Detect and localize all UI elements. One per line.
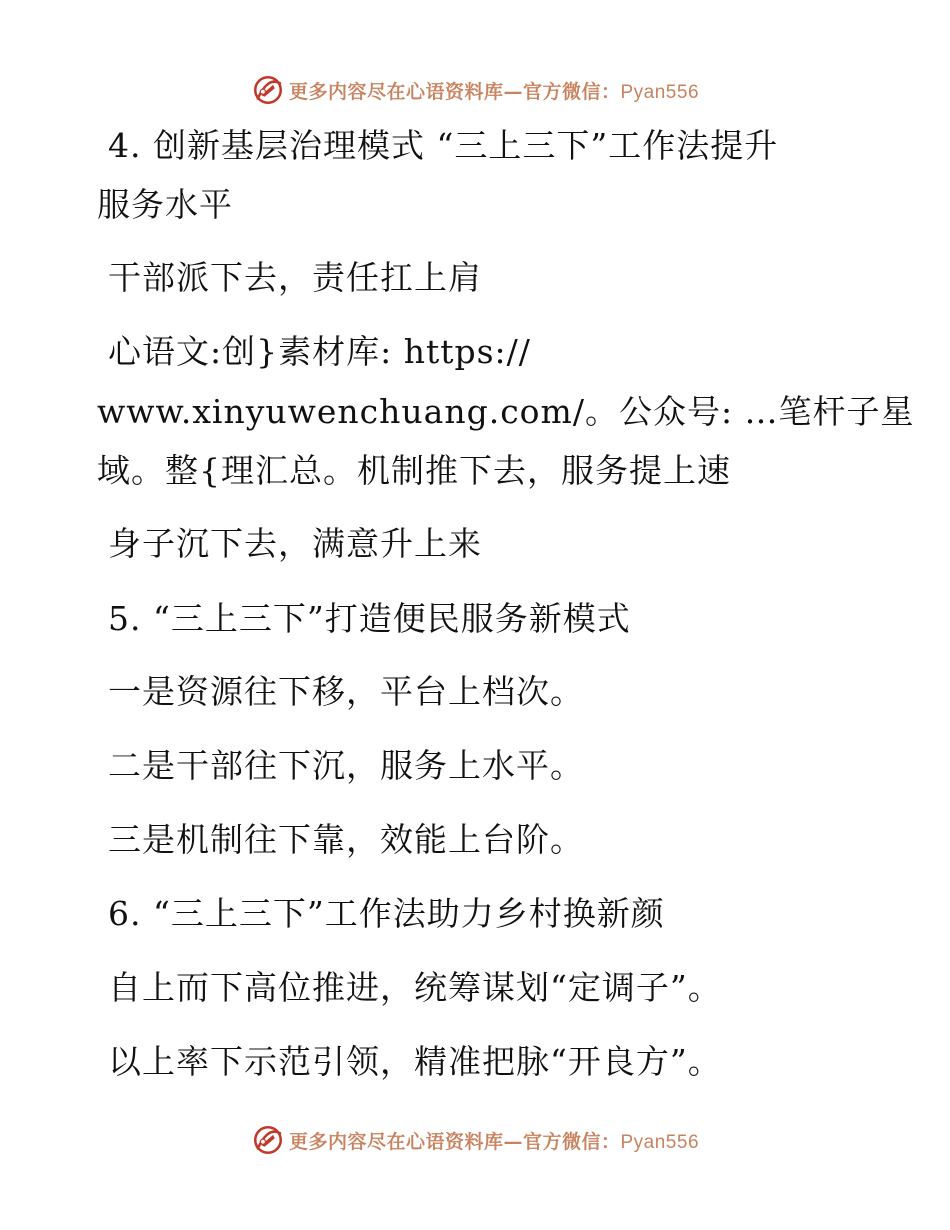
paragraph-line: 三是机制往下靠，效能上台阶。 — [108, 820, 584, 859]
heading-4-line-1: 4. 创新基层治理模式 “三上三下”工作法提升 — [108, 126, 779, 165]
heading-6: 6. “三上三下”工作法助力乡村换新颜 — [108, 894, 665, 933]
heading-4-line-2: 服务水平 — [97, 185, 233, 224]
paragraph-line: 域。整{理汇总。机制推下去，服务提上速 — [97, 451, 731, 490]
watermark-id: Pyan556 — [620, 1131, 700, 1153]
footer-watermark — [0, 1120, 950, 1160]
watermark-id: Pyan556 — [620, 81, 700, 103]
paragraph-line: 自上而下高位推进，统筹谋划“定调子”。 — [108, 968, 722, 1007]
paragraph-line: 二是干部往下沉，服务上水平。 — [108, 746, 584, 785]
paragraph-line: 一是资源往下移，平台上档次。 — [108, 672, 584, 711]
watermark-text: 更多内容尽在心语资料库—官方微信：Pyan556 — [288, 1130, 700, 1153]
paragraph-line: www.xinyuwenchuang.com/。公众号: …笔杆子星 — [97, 392, 915, 431]
heading-5: 5. “三上三下”打造便民服务新模式 — [108, 599, 631, 638]
paragraph-line: 以上率下示范引领，精准把脉“开良方”。 — [108, 1042, 722, 1081]
paragraph-line: 干部派下去，责任扛上肩 — [108, 258, 482, 297]
pen-logo-icon — [251, 1123, 285, 1157]
paragraph-line: 身子沉下去，满意升上来 — [108, 524, 482, 563]
paragraph-line: 心语文:创}素材库: https:// — [108, 332, 531, 371]
watermark-text: 更多内容尽在心语资料库—官方微信：Pyan556 — [288, 80, 700, 103]
